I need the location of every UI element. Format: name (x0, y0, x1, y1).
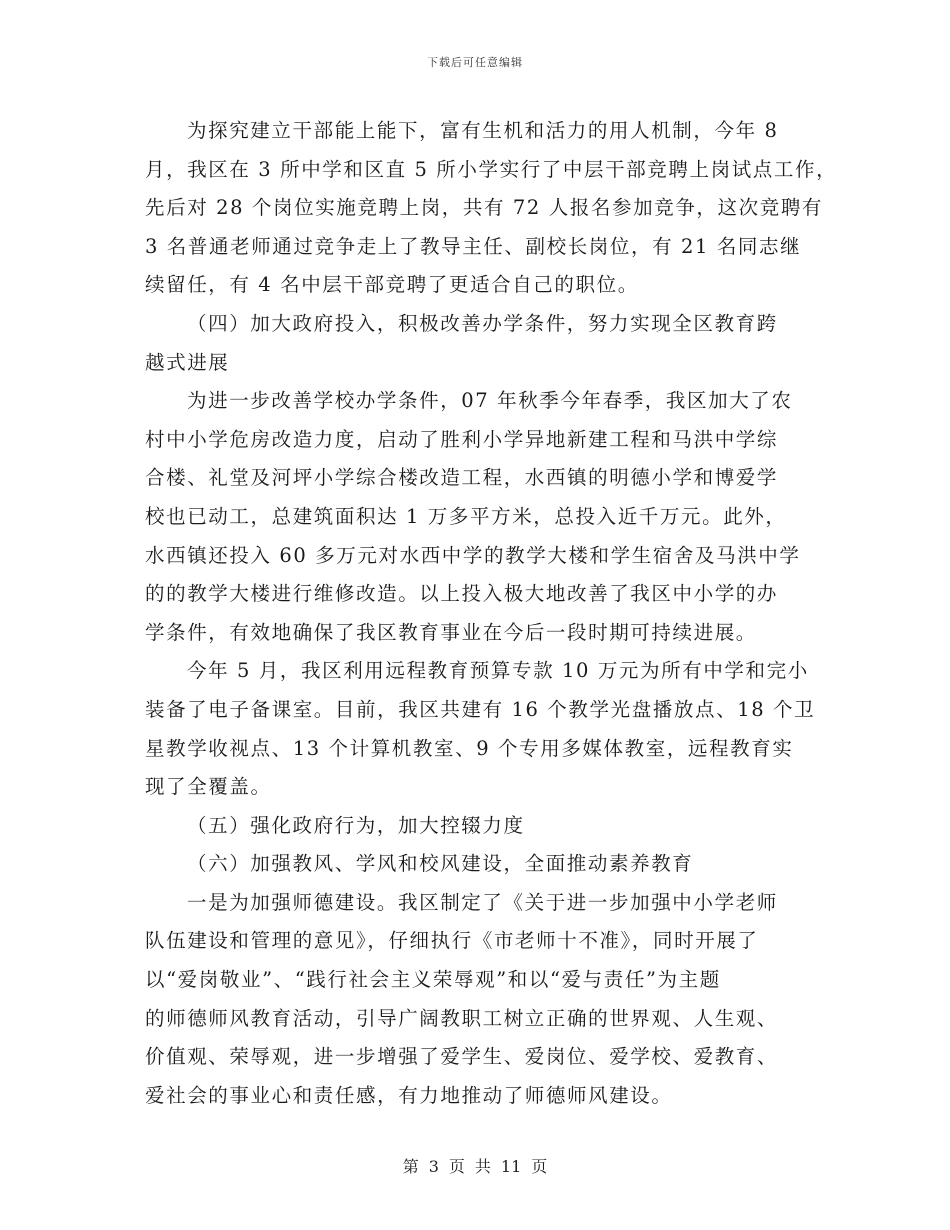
paragraph-line: 价值观、荣辱观，进一步增强了爱学生、爱岗位、爱学校、爱教育、 (145, 1045, 779, 1069)
page-footer (0, 1154, 950, 1177)
section-heading: 越式进展 (145, 350, 230, 374)
paragraph-line: 月，我区在 3 所中学和区直 5 所小学实行了中层干部竞聘上岗试点工作， (145, 157, 838, 181)
page-number: 3 (428, 1157, 439, 1176)
footer-gong: 共 (474, 1157, 491, 1176)
section-heading: （五）强化政府行为，加大控辍力度 (187, 813, 525, 837)
paragraph-line: 合楼、礼堂及河坪小学综合楼改造工程，水西镇的明德小学和博爱学 (145, 466, 779, 490)
paragraph-line: 一是为加强师德建设。我区制定了《关于进一步加强中小学老师 (187, 890, 778, 914)
paragraph-line: 的的教学大楼进行维修改造。以上投入极大地改善了我区中小学的办 (145, 582, 779, 606)
footer-ye: 页 (448, 1157, 465, 1176)
paragraph-line: 现了全覆盖。 (145, 775, 272, 799)
paragraph-line: 学条件，有效地确保了我区教育事业在今后一段时期可持续进展。 (145, 620, 757, 644)
paragraph-line: 村中小学危房改造力度，启动了胜利小学异地新建工程和马洪中学综 (145, 427, 779, 451)
total-pages: 11 (500, 1157, 522, 1176)
page-header: 下载后可任意编辑 (427, 56, 523, 69)
paragraph-line: 星教学收视点、13 个计算机教室、9 个专用多媒体教室，远程教育实 (145, 736, 794, 760)
paragraph-line: 校也已动工，总建筑面积达 1 万多平方米，总投入近千万元。此外， (145, 504, 787, 528)
paragraph-line: 今年 5 月，我区利用远程教育预算专款 10 万元为所有中学和完小 (187, 659, 809, 683)
paragraph-line: 先后对 28 个岗位实施竞聘上岗，共有 72 人报名参加竞争，这次竞聘有 (145, 196, 824, 220)
paragraph-line: 为进一步改善学校办学条件，07 年秋季今年春季，我区加大了农 (187, 389, 793, 413)
paragraph-line: 队伍建设和管理的意见》，仔细执行《市老师十不准》，同时开展了 (145, 929, 759, 953)
paragraph-line: 装备了电子备课室。目前，我区共建有 16 个教学光盘播放点、18 个卫 (145, 697, 816, 721)
paragraph-line: 的师德师风教育活动，引导广阔教职工树立正确的世界观、人生观、 (145, 1006, 779, 1030)
footer-ye2: 页 (531, 1157, 548, 1176)
paragraph-line: 以“爱岗敬业”、“践行社会主义荣辱观”和以“爱与责任”为主题 (145, 968, 721, 992)
paragraph-line: 续留任，有 4 名中层干部竞聘了更适合自己的职位。 (145, 273, 639, 297)
paragraph-line: 爱社会的事业心和责任感，有力地推动了师德师风建设。 (145, 1083, 673, 1107)
footer-di: 第 (402, 1157, 419, 1176)
section-heading: （六）加强教风、学风和校风建设，全面推动素养教育 (187, 852, 694, 876)
section-heading: （四）加大政府投入，积极改善办学条件，努力实现全区教育跨 (187, 311, 778, 335)
document-body (145, 112, 838, 1115)
paragraph-line: 3 名普通老师通过竞争走上了教导主任、副校长岗位，有 21 名同志继 (145, 234, 802, 258)
paragraph-line: 为探究建立干部能上能下，富有生机和活力的用人机制，今年 8 (187, 119, 779, 142)
paragraph-line: 水西镇还投入 60 多万元对水西中学的教学大楼和学生宿舍及马洪中学 (145, 543, 801, 567)
